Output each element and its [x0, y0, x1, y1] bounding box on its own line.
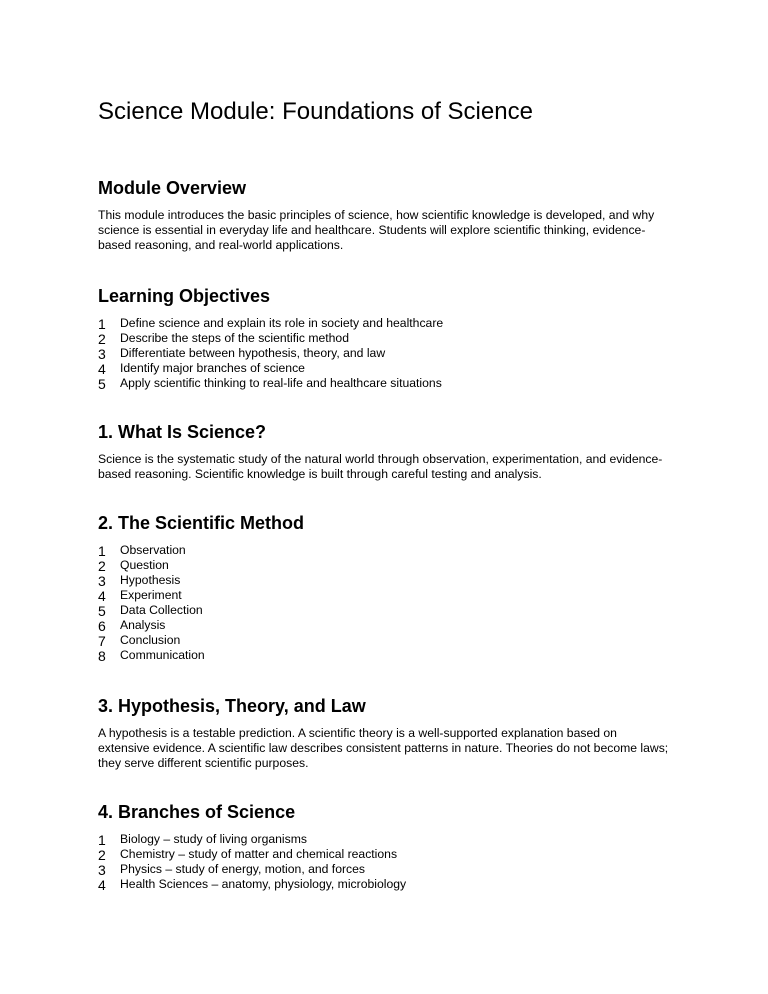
list-number: 1 [98, 832, 106, 848]
list-item [98, 543, 670, 558]
section-module-overview [98, 177, 670, 253]
list-item-text: Health Sciences – anatomy, physiology, microbiology [120, 877, 407, 891]
list-item-text: Identify major branches of science [120, 361, 305, 375]
list-item-text: Experiment [120, 588, 182, 602]
list-item [98, 832, 670, 847]
section-hypothesis-theory-law [98, 695, 670, 771]
list-item-text: Communication [120, 648, 205, 662]
list-item-text: Question [120, 558, 169, 572]
list-item [98, 346, 670, 361]
list-number: 4 [98, 588, 106, 604]
section-heading: Module Overview [98, 178, 247, 198]
list-number: 3 [98, 862, 106, 878]
section-heading: 1. What Is Science? [98, 422, 267, 442]
list-item [98, 331, 670, 346]
list-item-text: Analysis [120, 618, 166, 632]
list-item [98, 847, 670, 862]
list-number: 1 [98, 543, 106, 559]
method-steps-list [98, 543, 670, 663]
section-paragraph: This module introduces the basic principles of science, how scientific knowledge is developed, and why science is essential in everyday life and healthcare. Students will explore scientific thinking, evidence-based reasoning, and real-world applications. [98, 208, 655, 252]
list-item-text: Observation [120, 543, 186, 557]
list-item-text: Differentiate between hypothesis, theory, and law [120, 346, 386, 360]
list-item [98, 618, 670, 633]
objectives-list [98, 316, 670, 391]
section-heading: 2. The Scientific Method [98, 513, 305, 533]
list-item [98, 648, 670, 663]
section-what-is-science [98, 421, 670, 482]
list-item [98, 603, 670, 618]
list-number: 5 [98, 376, 106, 392]
document-title: Science Module: Foundations of Science [98, 98, 533, 125]
list-number: 3 [98, 573, 106, 589]
section-heading: 3. Hypothesis, Theory, and Law [98, 696, 366, 716]
list-item-text: Hypothesis [120, 573, 181, 587]
list-item-text: Chemistry – study of matter and chemical reactions [120, 847, 398, 861]
list-number: 7 [98, 633, 106, 649]
list-item-text: Define science and explain its role in society and healthcare [120, 316, 444, 330]
section-paragraph: Science is the systematic study of the natural world through observation, experimentation, and evidence-based reasoning. Scientific knowledge is built through careful testing and analysis. [98, 452, 663, 481]
list-item [98, 573, 670, 588]
list-number: 1 [98, 316, 106, 332]
list-number: 6 [98, 618, 106, 634]
section-heading: Learning Objectives [98, 286, 271, 306]
list-item [98, 316, 670, 331]
list-number: 8 [98, 648, 106, 664]
list-item [98, 862, 670, 877]
list-number: 2 [98, 558, 106, 574]
list-item [98, 558, 670, 573]
section-learning-objectives [98, 285, 670, 391]
list-item [98, 588, 670, 603]
list-number: 3 [98, 346, 106, 362]
section-heading: 4. Branches of Science [98, 802, 296, 822]
list-item-text: Apply scientific thinking to real-life and healthcare situations [120, 376, 442, 390]
list-item [98, 376, 670, 391]
section-scientific-method [98, 512, 670, 663]
list-item [98, 633, 670, 648]
list-item-text: Biology – study of living organisms [120, 832, 307, 846]
list-number: 2 [98, 331, 106, 347]
list-number: 4 [98, 361, 106, 377]
list-item [98, 361, 670, 376]
list-number: 2 [98, 847, 106, 863]
section-branches-of-science [98, 801, 670, 892]
list-number: 4 [98, 877, 106, 893]
list-item [98, 877, 670, 892]
list-item-text: Physics – study of energy, motion, and forces [120, 862, 365, 876]
section-paragraph: A hypothesis is a testable prediction. A scientific theory is a well-supported explanation based on extensive evidence. A scientific law describes consistent patterns in nature. Theories do not become laws; they serve different scientific purposes. [98, 726, 669, 770]
list-item-text: Conclusion [120, 633, 181, 647]
list-item-text: Describe the steps of the scientific method [120, 331, 349, 345]
branches-list [98, 832, 670, 892]
list-number: 5 [98, 603, 106, 619]
list-item-text: Data Collection [120, 603, 203, 617]
